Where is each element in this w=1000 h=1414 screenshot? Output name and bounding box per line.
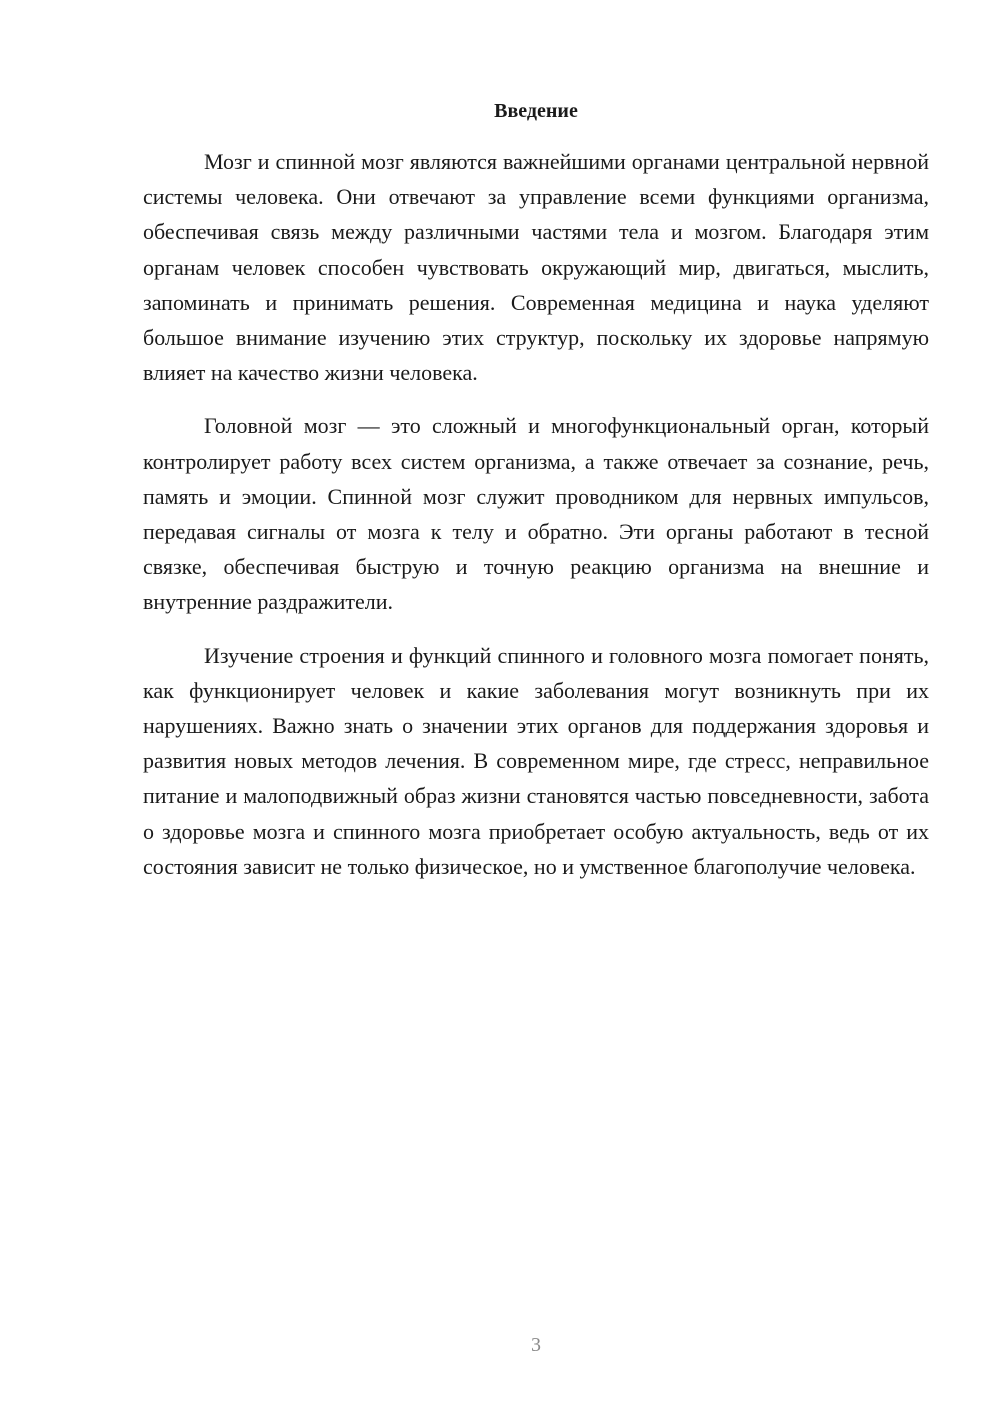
paragraph-1: Мозг и спинной мозг являются важнейшими органами центральной нервной системы человека. Они отвечают за управление всеми функциями организма, обеспечивая связь между различными частями тела и мозгом. Благодаря этим органам человек способен чувствовать окружающий мир, двигаться, мыслить, запоминать и принимать решения. Современная медицина и наука уделяют большое внимание изучению этих структур, поскольку их здоровье напрямую влияет на качество жизни человека. bbox=[143, 149, 929, 386]
paragraph-2: Головной мозг — это сложный и многофункциональный орган, который контролирует работу всех систем организма, а также отвечает за сознание, речь, память и эмоции. Спинной мозг служит проводником для нервных импульсов, передавая сигналы от мозга к телу и обратно. Эти органы работают в тесной связке, обеспечивая быструю и точную реакцию организма на внешние и внутренние раздражители. bbox=[143, 413, 929, 615]
paragraph-3: Изучение строения и функций спинного и головного мозга помогает понять, как функционирует человек и какие заболевания могут возникнуть при их нарушениях. Важно знать о значении этих органов для поддержания здоровья и развития новых методов лечения. В современном мире, где стресс, неправильное питание и малоподвижный образ жизни становятся частью повседневности, забота о здоровье мозга и спинного мозга приобретает особую актуальность, ведь от их состояния зависит не только физическое, но и умственное благополучие человека. bbox=[143, 642, 929, 879]
page-number: 3 bbox=[531, 1334, 541, 1356]
page-content bbox=[143, 96, 929, 902]
section-heading: Введение bbox=[494, 100, 578, 122]
